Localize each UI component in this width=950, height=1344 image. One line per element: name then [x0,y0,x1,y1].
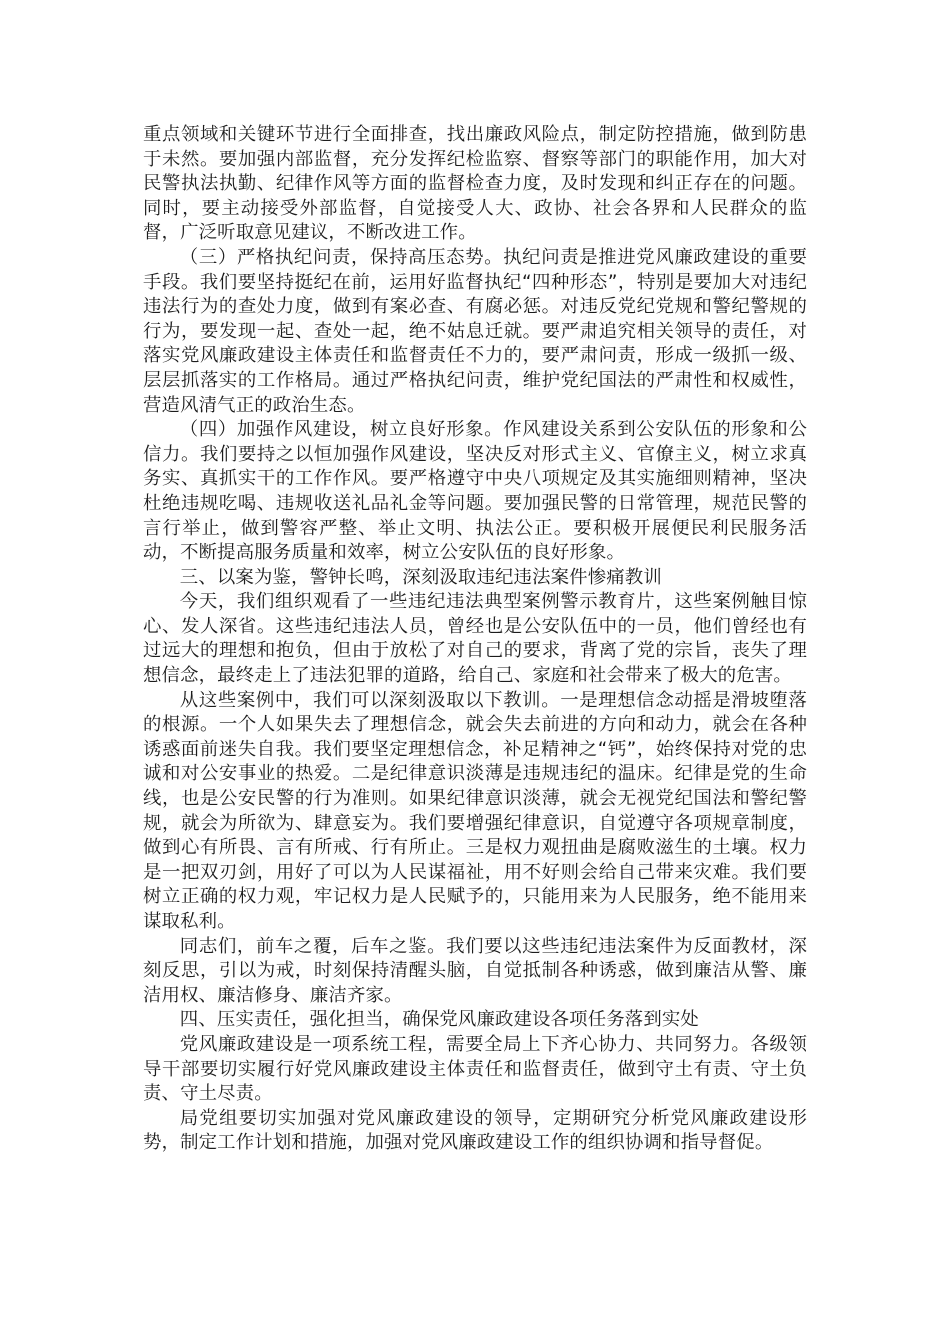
paragraph-section-3: （三）严格执纪问责，保持高压态势。执纪问责是推进党风廉政建设的重要手段。我们要坚持挺纪在前，运用好监督执纪“四种形态”，特别是要加大对违纪违法行为的查处力度，做到有案必查、有腐必惩。对违反党纪党规和警纪警规的行为，要发现一起、查处一起，绝不姑息迁就。要严肃追究相关领导的责任，对落实党风廉政建设主体责任和监督责任不力的，要严肃问责，形成一级抓一级、层层抓落实的工作格局。通过严格执纪问责，维护党纪国法的严肃性和权威性，营造风清气正的政治生态。 [143,246,807,416]
paragraph-party-group: 局党组要切实加强对党风廉政建设的领导，定期研究分析党风廉政建设形势，制定工作计划和措施，加强对党风廉政建设工作的组织协调和指导督促。 [143,1107,807,1154]
paragraph-responsibility: 党风廉政建设是一项系统工程，需要全局上下齐心协力、共同努力。各级领导干部要切实履行好党风廉政建设主体责任和监督责任，做到守土有责、守土负责、守土尽责。 [143,1033,807,1105]
paragraph-cases-intro: 今天，我们组织观看了一些违纪违法典型案例警示教育片，这些案例触目惊心、发人深省。这些违纪违法人员，曾经也是公安队伍中的一员，他们曾经也有过远大的理想和抱负，但由于放松了对自己的要求，背离了党的宗旨，丧失了理想信念，最终走上了违法犯罪的道路，给自己、家庭和社会带来了极大的危害。 [143,591,807,687]
paragraph-lessons: 从这些案例中，我们可以深刻汲取以下教训。一是理想信念动摇是滑坡堕落的根源。一个人如果失去了理想信念，就会失去前进的方向和动力，就会在各种诱惑面前迷失自我。我们要坚定理想信念，补足精神之“钙”，始终保持对党的忠诚和对公安事业的热爱。二是纪律意识淡薄是违规违纪的温床。纪律是党的生命线，也是公安民警的行为准则。如果纪律意识淡薄，就会无视党纪国法和警纪警规，就会为所欲为、肆意妄为。我们要增强纪律意识，自觉遵守各项规章制度，做到心有所畏、言有所戒、行有所止。三是权力观扭曲是腐败滋生的土壤。权力是一把双刃剑，用好了可以为人民谋福祉，用不好则会给自己带来灾难。我们要树立正确的权力观，牢记权力是人民赋予的，只能用来为人民服务，绝不能用来谋取私利。 [143,689,807,932]
section-heading-4: 四、压实责任，强化担当，确保党风廉政建设各项任务落到实处 [179,1009,699,1031]
paragraph-section-4: （四）加强作风建设，树立良好形象。作风建设关系到公安队伍的形象和公信力。我们要持之以恒加强作风建设，坚决反对形式主义、官僚主义，树立求真务实、真抓实干的工作作风。要严格遵守中央八项规定及其实施细则精神，坚决杜绝违规吃喝、违规收送礼品礼金等问题。要加强民警的日常管理，规范民警的言行举止，做到警容严整、举止文明、执法公正。要积极开展便民利民服务活动，不断提高服务质量和效率，树立公安队伍的良好形象。 [143,419,807,564]
paragraph-comrades: 同志们，前车之覆，后车之鉴。我们要以这些违纪违法案件为反面教材，深刻反思，引以为戒，时刻保持清醒头脑，自觉抵制各种诱惑，做到廉洁从警、廉洁用权、廉洁修身、廉洁齐家。 [143,935,807,1006]
paragraph-continuation: 重点领域和关键环节进行全面排查，找出廉政风险点，制定防控措施，做到防患于未然。要加强内部监督，充分发挥纪检监察、督察等部门的职能作用，加大对民警执法执勤、纪律作风等方面的监督检查力度，及时发现和纠正存在的问题。同时，要主动接受外部监督，自觉接受人大、政协、社会各界和人民群众的监督，广泛听取意见建议，不断改进工作。 [143,124,807,244]
document-page [143,123,807,1156]
section-heading-3: 三、以案为鉴，警钟长鸣，深刻汲取违纪违法案件惨痛教训 [179,566,662,588]
